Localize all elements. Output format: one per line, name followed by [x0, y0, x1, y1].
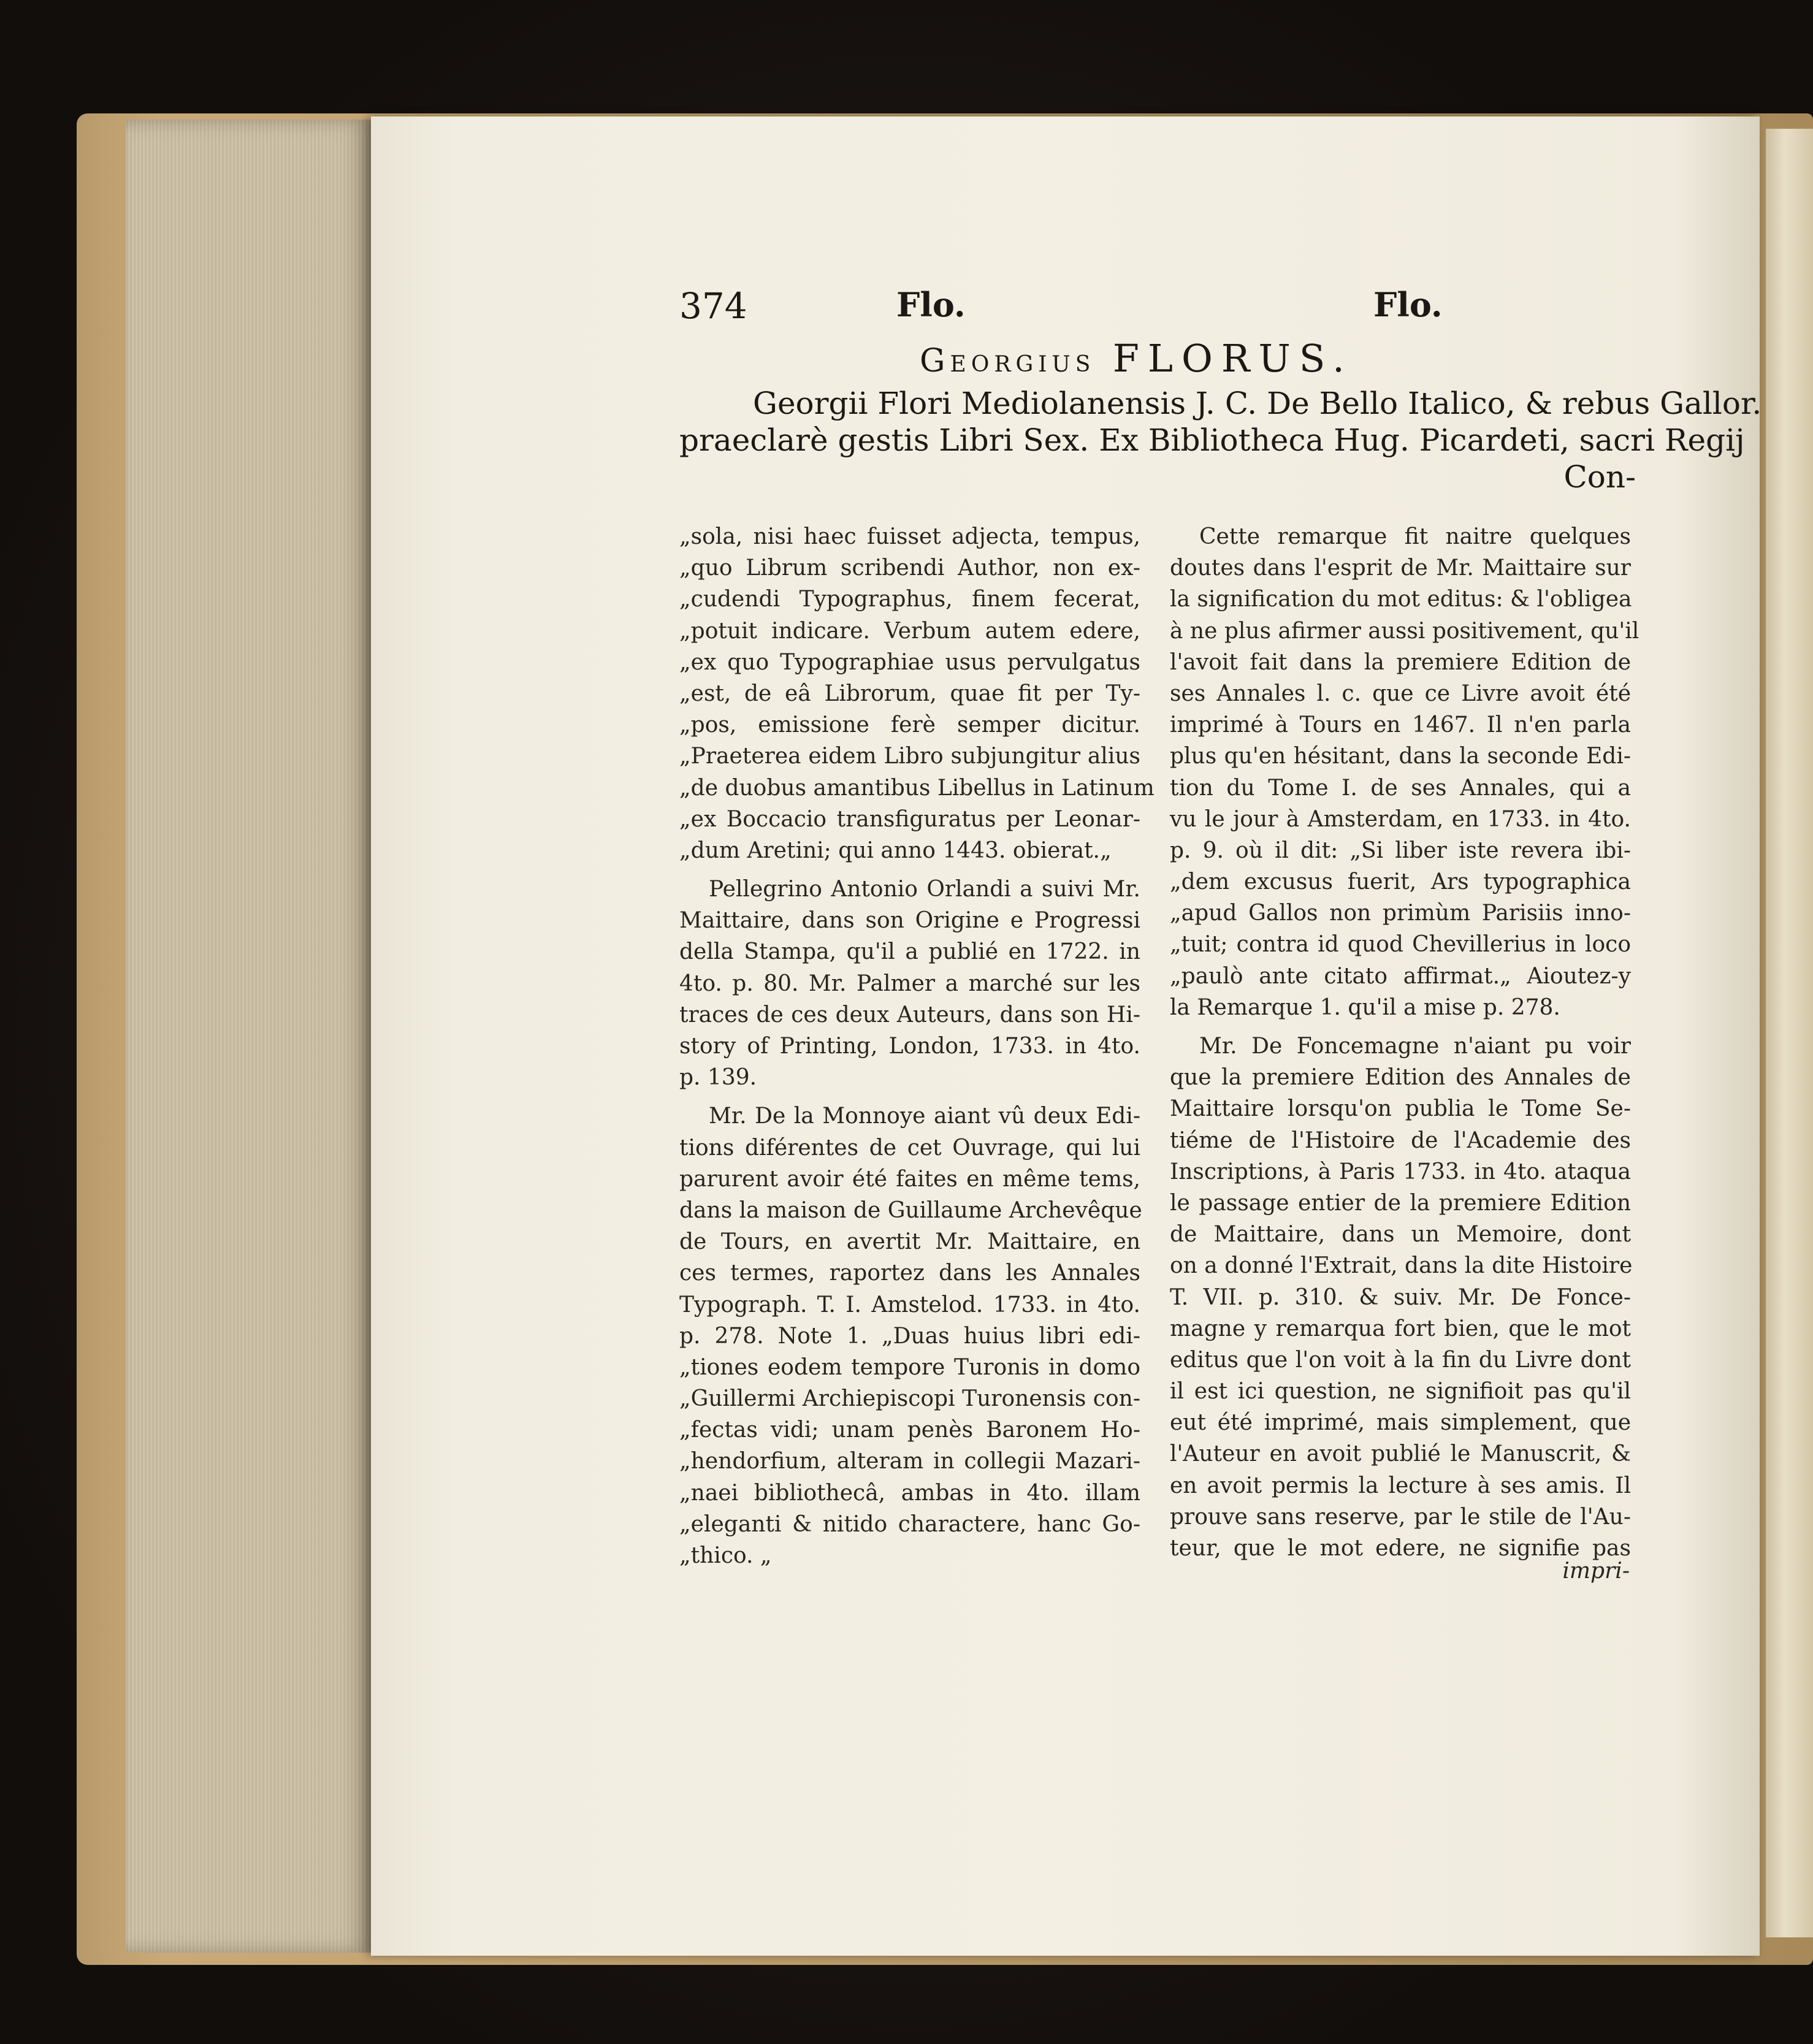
- text-line: le passage entier de la premiere Edition: [1170, 1190, 1631, 1216]
- text-line: „Praeterea eidem Libro subjungitur alius: [679, 744, 1140, 769]
- text-line: story of Printing, London, 1733. in 4to.: [679, 1034, 1140, 1059]
- text-line: „pos, emissione ferè semper dicitur.: [679, 712, 1140, 738]
- text-line: l'avoit fait dans la premiere Edition de: [1170, 649, 1631, 675]
- intro-line: Georgii Flori Mediolanensis J. C. De Bello Italico, & rebus Gallor.: [753, 386, 1762, 421]
- author-first-name: Georgius: [920, 343, 1096, 379]
- paragraph-gap: [679, 866, 1140, 874]
- text-line: imprimé à Tours en 1467. Il n'en parla: [1170, 712, 1631, 738]
- text-line: traces de ces deux Auteurs, dans son Hi-: [679, 1002, 1140, 1028]
- right-page-edge: [1766, 129, 1813, 1937]
- text-line: T. VII. p. 310. & suiv. Mr. De Fonce-: [1170, 1284, 1631, 1310]
- page-stack-edge: [126, 120, 371, 1953]
- text-line: „de duobus amantibus Libellus in Latinum: [679, 775, 1155, 801]
- text-line: Mr. De Foncemagne n'aiant pu voir: [1199, 1034, 1631, 1059]
- author-last-name: FLORUS.: [1112, 336, 1353, 381]
- text-line: en avoit permis la lecture à ses amis. Il: [1170, 1473, 1631, 1498]
- text-line: on a donné l'Extrait, dans la dite Histoire: [1170, 1253, 1633, 1279]
- text-line: „paulò ante citato affirmat.„ Aioutez-y: [1170, 963, 1631, 989]
- text-line: doutes dans l'esprit de Mr. Maittaire sur: [1170, 555, 1631, 581]
- right-column: [1170, 521, 1639, 1564]
- text-line: „fectas vidi; unam penès Baronem Ho-: [679, 1417, 1140, 1443]
- text-line: „tiones eodem tempore Turonis in domo: [679, 1354, 1140, 1380]
- text-line: magne y remarqua fort bien, que le mot: [1170, 1316, 1631, 1341]
- text-line: eut été imprimé, mais simplement, que: [1170, 1410, 1631, 1436]
- text-line: plus qu'en hésitant, dans la seconde Edi-: [1170, 744, 1631, 769]
- text-line: „quo Librum scribendi Author, non ex-: [679, 555, 1140, 581]
- text-line: „apud Gallos non primùm Parisiis inno-: [1170, 901, 1631, 926]
- text-line: Cette remarque fit naitre quelques: [1199, 524, 1631, 549]
- text-line: Mr. De la Monnoye aiant vû deux Edi-: [709, 1104, 1140, 1129]
- entry-heading: [920, 336, 1353, 381]
- text-line: ses Annales l. c. que ce Livre avoit été: [1170, 681, 1631, 706]
- text-line: „ex Boccacio transfiguratus per Leonar-: [679, 806, 1140, 832]
- text-line: de Maittaire, dans un Memoire, dont: [1170, 1222, 1631, 1248]
- text-line: „hendorfium, alteram in collegii Mazari-: [679, 1449, 1140, 1474]
- text-line: Inscriptions, à Paris 1733. in 4to. ataqua: [1170, 1159, 1631, 1184]
- running-head-right: Flo.: [1373, 285, 1443, 324]
- text-line: dans la maison de Guillaume Archevêque: [679, 1197, 1142, 1223]
- text-line: la signification du mot editus: & l'obligea: [1170, 587, 1632, 612]
- text-line: tiéme de l'Histoire de l'Academie des: [1170, 1127, 1631, 1153]
- text-line: ces termes, raportez dans les Annales: [679, 1260, 1140, 1286]
- text-line: Maittaire lorsqu'on publia le Tome Se-: [1170, 1096, 1631, 1122]
- text-line: „naei bibliothecâ, ambas in 4to. illam: [679, 1480, 1140, 1506]
- intro-line: Con-: [1563, 459, 1636, 495]
- text-line: de Tours, en avertit Mr. Maittaire, en: [679, 1229, 1140, 1255]
- entry-intro: [679, 385, 1762, 495]
- text-line: „dem excusus fuerit, Ars typographica: [1170, 869, 1631, 895]
- text-line: editus que l'on voit à la fin du Livre dont: [1170, 1347, 1631, 1373]
- text-line: „Guillermi Archiepiscopi Turonensis con-: [679, 1386, 1140, 1412]
- text-line: della Stampa, qu'il a publié en 1722. in: [679, 939, 1140, 965]
- text-line: „cudendi Typographus, finem fecerat,: [679, 587, 1140, 612]
- text-line: p. 9. où il dit: „Si liber iste revera ibi-: [1170, 837, 1631, 863]
- intro-line: praeclarè gestis Libri Sex. Ex Bibliotheca Hug. Picardeti, sacri Regij: [679, 422, 1745, 458]
- text-line: Maittaire, dans son Origine e Progressi: [679, 908, 1140, 934]
- text-line: teur, que le mot edere, ne signifie pas: [1170, 1536, 1631, 1561]
- text-line: „eleganti & nitido charactere, hanc Go-: [679, 1511, 1140, 1537]
- text-line: prouve sans reserve, par le stile de l'Au-: [1170, 1504, 1631, 1530]
- catchword: impri-: [1562, 1558, 1630, 1584]
- paragraph-gap: [1170, 1023, 1631, 1031]
- text-line: Typograph. T. I. Amstelod. 1733. in 4to.: [679, 1292, 1140, 1318]
- text-line: que la premiere Edition des Annales de: [1170, 1065, 1631, 1091]
- text-line: „est, de eâ Librorum, quae fit per Ty-: [679, 681, 1140, 706]
- text-line: „sola, nisi haec fuisset adjecta, tempus,: [679, 524, 1140, 549]
- text-line: 4to. p. 80. Mr. Palmer a marché sur les: [679, 971, 1140, 996]
- text-line: Pellegrino Antonio Orlandi a suivi Mr.: [709, 877, 1140, 902]
- text-line: „thico. „: [679, 1543, 772, 1568]
- text-line: „ex quo Typographiae usus pervulgatus: [679, 649, 1140, 675]
- text-line: vu le jour à Amsterdam, en 1733. in 4to.: [1170, 806, 1631, 832]
- text-line: la Remarque 1. qu'il a mise p. 278.: [1170, 994, 1560, 1020]
- text-line: p. 278. Note 1. „Duas huius libri edi-: [679, 1323, 1140, 1349]
- paragraph-gap: [679, 1093, 1140, 1100]
- text-line: tions diférentes de cet Ouvrage, qui lui: [679, 1135, 1140, 1161]
- running-head-left: Flo.: [896, 285, 966, 324]
- text-line: p. 139.: [679, 1065, 757, 1091]
- text-line: „tuit; contra id quod Chevillerius in loco: [1170, 932, 1631, 958]
- text-line: à ne plus afirmer aussi positivement, qu'il: [1170, 618, 1639, 644]
- text-line: „dum Aretini; qui anno 1443. obierat.„: [679, 837, 1112, 863]
- text-line: l'Auteur en avoit publié le Manuscrit, &: [1170, 1441, 1631, 1467]
- page-number: 374: [679, 285, 747, 327]
- text-line: „potuit indicare. Verbum autem edere,: [679, 618, 1140, 644]
- text-line: tion du Tome I. de ses Annales, qui a: [1170, 775, 1631, 801]
- text-line: parurent avoir été faites en même tems,: [679, 1166, 1140, 1192]
- left-column: [679, 521, 1155, 1571]
- text-line: il est ici question, ne signifioit pas qu'il: [1170, 1379, 1631, 1405]
